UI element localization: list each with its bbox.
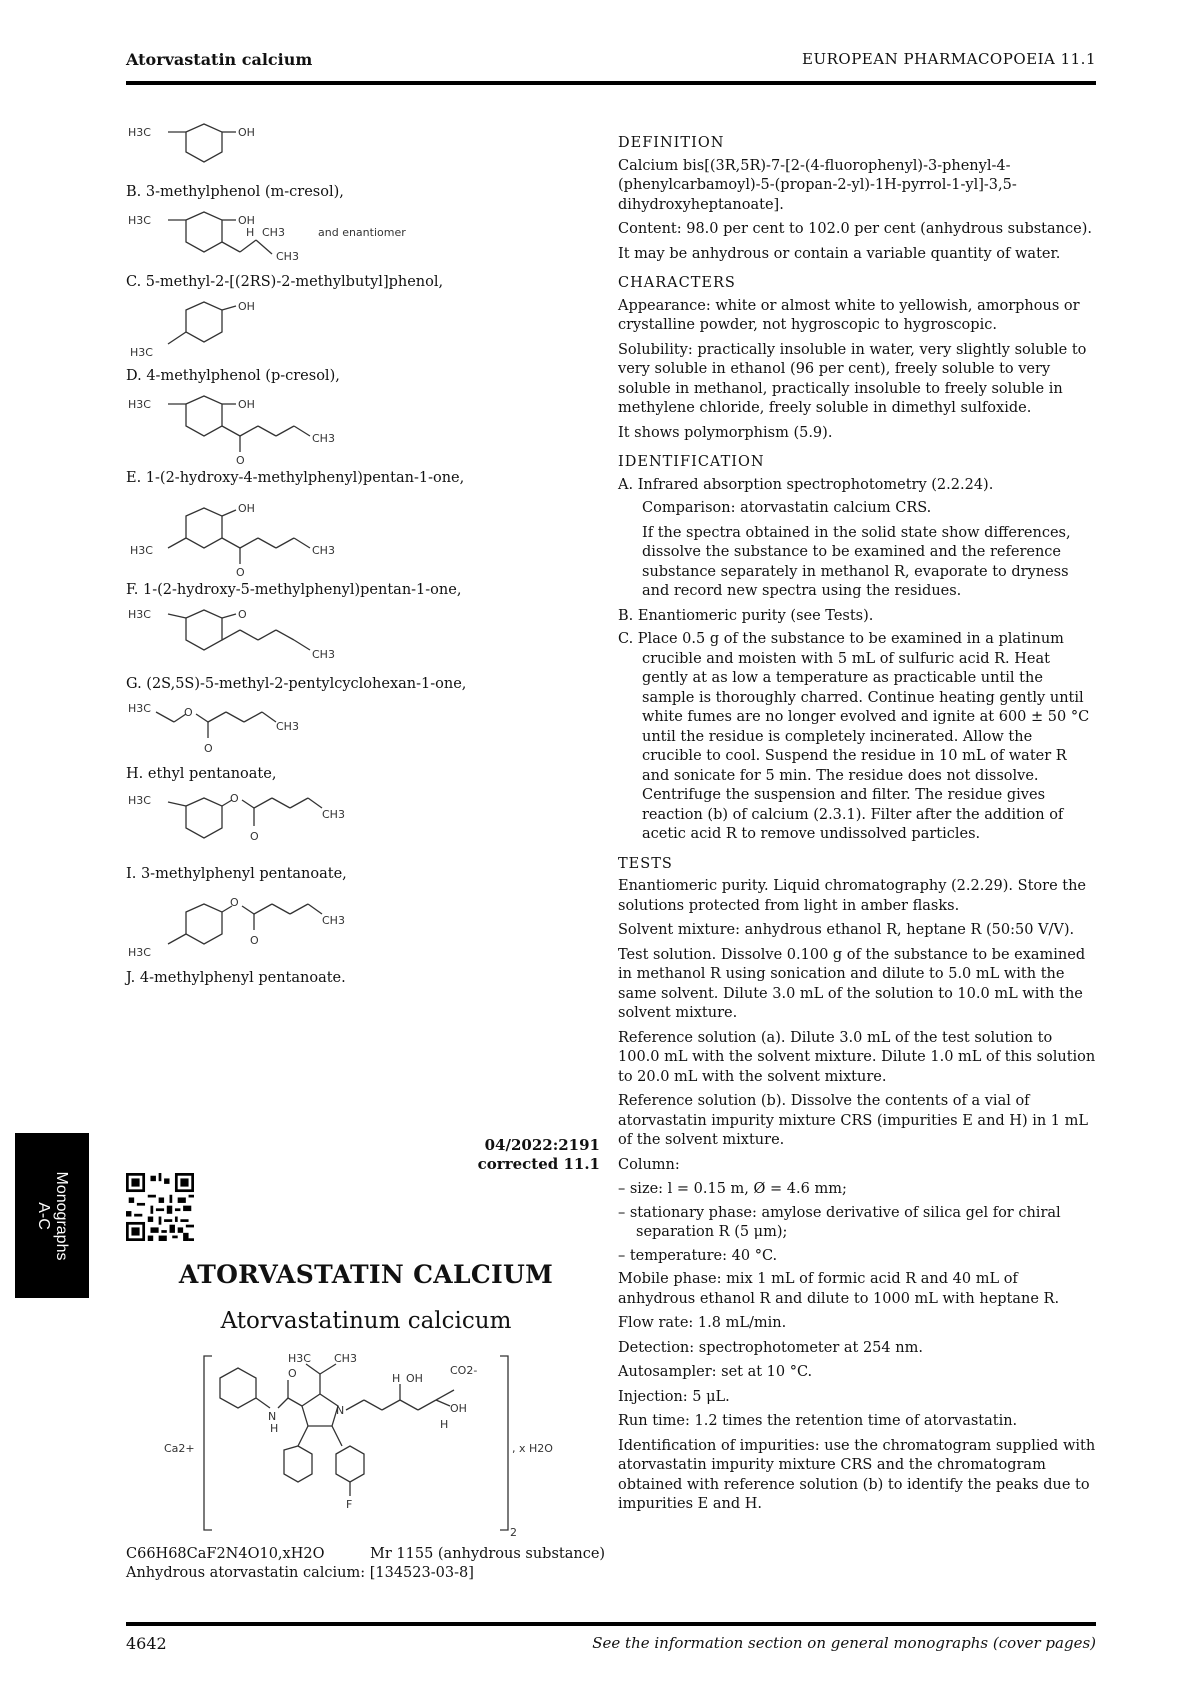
structure-impurity-d bbox=[126, 300, 326, 366]
structure-impurity-i bbox=[126, 792, 366, 864]
section-tab-label: Monographs bbox=[53, 1171, 70, 1260]
struct-label: CH3 bbox=[276, 720, 299, 733]
struct-label: OH bbox=[238, 398, 255, 411]
header-rule bbox=[126, 81, 1096, 85]
section-heading-tests: TESTS bbox=[618, 855, 673, 872]
struct-label: CH3 bbox=[262, 226, 285, 239]
flow-rate: Flow rate: 1.8 mL/min. bbox=[618, 1315, 787, 1331]
test-solution: Test solution. Dissolve 0.100 g of the substance to be examined in methanol R using sonication and dilute to 5.0 mL with the same solvent. Dilute 3.0 mL of the solution to 10.0 mL with the solvent mixture. bbox=[618, 946, 1086, 1021]
monograph-correction: corrected 11.1 bbox=[477, 1155, 600, 1173]
section-heading-identification: IDENTIFICATION bbox=[618, 454, 765, 470]
impurity-j-name: J. 4-methylphenyl pentanoate. bbox=[126, 970, 346, 986]
section-heading-characters: CHARACTERS bbox=[618, 275, 736, 291]
section-tab bbox=[15, 1133, 89, 1298]
struct-label: O bbox=[288, 1367, 297, 1380]
struct-label: OH bbox=[238, 300, 255, 313]
struct-label: CH3 bbox=[322, 914, 345, 927]
section-tab-range: A-C bbox=[35, 1201, 52, 1230]
content-text: Content: 98.0 per cent to 102.0 per cent (anhydrous substance). bbox=[618, 221, 1092, 237]
autosampler: Autosampler: set at 10 °C. bbox=[618, 1364, 813, 1380]
struct-label: O bbox=[250, 934, 259, 947]
molecular-formula-block bbox=[126, 1545, 606, 1583]
struct-label: O bbox=[230, 792, 239, 805]
struct-label: H3C bbox=[128, 702, 151, 715]
run-time: Run time: 1.2 times the retention time of atorvastatin. bbox=[618, 1413, 1018, 1429]
struct-label: , x H2O bbox=[512, 1442, 553, 1455]
running-header-title: Atorvastatin calcium bbox=[126, 50, 313, 69]
struct-label: O bbox=[238, 608, 247, 621]
relative-molecular-mass: Mr 1155 (anhydrous substance) bbox=[370, 1546, 606, 1562]
struct-label: H3C bbox=[128, 398, 151, 411]
enantiomeric-purity: Enantiomeric purity. Liquid chromatography (2.2.29). Store the solutions protected from light in amber flasks. bbox=[618, 878, 1087, 914]
struct-label: H3C bbox=[128, 608, 151, 621]
struct-label: Ca2+ bbox=[164, 1442, 195, 1455]
solubility-text: Solubility: practically insoluble in water, very slightly soluble to very soluble in ethanol (96 per cent), freely soluble to very soluble in methanol, practically insoluble to freely soluble in methylene chloride, freely soluble in dimethyl sulfoxide. bbox=[618, 341, 1087, 416]
identification-b: B. Enantiomeric purity (see Tests). bbox=[618, 607, 874, 624]
qr-code-icon bbox=[126, 1173, 194, 1241]
struct-label: H3C bbox=[128, 794, 151, 807]
monograph-title: ATORVASTATIN CALCIUM bbox=[178, 1260, 554, 1289]
water-note: It may be anhydrous or contain a variable quantity of water. bbox=[618, 245, 1061, 262]
running-header-publication: EUROPEAN PHARMACOPOEIA 11.1 bbox=[802, 50, 1096, 68]
detection: Detection: spectrophotometer at 254 nm. bbox=[618, 1339, 923, 1356]
struct-label: H3C bbox=[288, 1352, 311, 1365]
impurity-list bbox=[126, 120, 606, 996]
impurity-b-name: B. 3-methylphenol (m-cresol), bbox=[126, 184, 344, 200]
solvent-mixture: Solvent mixture: anhydrous ethanol R, heptane R (50:50 V/V). bbox=[618, 922, 1075, 938]
impurity-h-name: H. ethyl pentanoate, bbox=[126, 766, 277, 782]
struct-label: O bbox=[230, 896, 239, 909]
molecular-formula: C66H68CaF2N4O10,xH2O bbox=[126, 1546, 325, 1562]
atorvastatin-calcium-structure bbox=[160, 1350, 600, 1540]
column-size: – size: l = 0.15 m, Ø = 4.6 mm; bbox=[618, 1181, 847, 1197]
struct-label: N bbox=[268, 1410, 277, 1423]
struct-label: N bbox=[336, 1404, 345, 1417]
column-heading: Column: bbox=[618, 1156, 680, 1173]
monograph-reference bbox=[420, 1136, 600, 1174]
monograph-latin-title: Atorvastatinum calcicum bbox=[220, 1308, 512, 1334]
page-number: 4642 bbox=[126, 1634, 167, 1653]
identification-a-comparison: Comparison: atorvastatin calcium CRS. bbox=[642, 500, 932, 516]
monograph-body bbox=[618, 134, 1096, 1520]
reference-solution-a: Reference solution (a). Dilute 3.0 mL of the test solution to 100.0 mL with the solvent mixture. Dilute 1.0 mL of this solution to 20.0 mL with the solvent mixture. bbox=[618, 1029, 1096, 1085]
struct-label: CH3 bbox=[312, 648, 335, 661]
structure-impurity-e bbox=[126, 394, 366, 468]
structure-impurity-j bbox=[126, 892, 366, 968]
struct-label: H bbox=[270, 1422, 279, 1435]
injection: Injection: 5 μL. bbox=[618, 1388, 730, 1405]
struct-label: H3C bbox=[128, 126, 151, 139]
identification-of-impurities: Identification of impurities: use the chromatogram supplied with atorvastatin impurity mixture CRS and the chromatogram obtained with reference solution (b) to identify the peaks due to impurities E and H. bbox=[618, 1437, 1096, 1512]
column-stationary-phase: – stationary phase: amylose derivative of silica gel for chiral separation R (5 μm); bbox=[618, 1204, 1061, 1240]
struct-label: O bbox=[236, 454, 245, 467]
identification-a-text: If the spectra obtained in the solid state show differences, dissolve the substance to be examined and the reference substance separately in methanol R, evaporate to dryness and record new spectra using the residues. bbox=[642, 524, 1071, 599]
impurity-d-name: D. 4-methylphenol (p-cresol), bbox=[126, 368, 340, 384]
structure-impurity-f bbox=[126, 496, 366, 580]
struct-label: H bbox=[246, 226, 255, 239]
struct-label: OH bbox=[406, 1372, 423, 1385]
structure-impurity-c bbox=[126, 210, 426, 272]
identification-a: A. Infrared absorption spectrophotometry (2.2.24). bbox=[618, 476, 994, 493]
struct-label: O bbox=[236, 566, 245, 579]
struct-label: CH3 bbox=[312, 544, 335, 557]
struct-label: F bbox=[346, 1498, 353, 1511]
struct-label: H3C bbox=[130, 544, 153, 557]
impurity-c-name: C. 5-methyl-2-[(2RS)-2-methylbutyl]phenol, bbox=[126, 274, 444, 290]
struct-label: CO2- bbox=[450, 1364, 478, 1377]
column-temperature: – temperature: 40 °C. bbox=[618, 1247, 778, 1264]
reference-solution-b: Reference solution (b). Dissolve the contents of a vial of atorvastatin impurity mixture CRS (impurities E and H) in 1 mL of the solvent mixture. bbox=[618, 1093, 1089, 1148]
impurity-e-name: E. 1-(2-hydroxy-4-methylphenyl)pentan-1-one, bbox=[126, 470, 465, 486]
struct-label: H3C bbox=[128, 214, 151, 227]
struct-label: OH bbox=[238, 214, 255, 227]
struct-label: H bbox=[392, 1372, 401, 1385]
polymorphism-text: It shows polymorphism (5.9). bbox=[618, 424, 833, 441]
footer-rule bbox=[126, 1622, 1096, 1626]
struct-label: and enantiomer bbox=[318, 226, 406, 239]
mobile-phase: Mobile phase: mix 1 mL of formic acid R and 40 mL of anhydrous ethanol R and dilute to 1000 mL with heptane R. bbox=[618, 1271, 1060, 1307]
impurity-g-name: G. (2S,5S)-5-methyl-2-pentylcyclohexan-1-one, bbox=[126, 676, 467, 692]
structure-impurity-g bbox=[126, 608, 366, 674]
struct-label: O bbox=[204, 742, 213, 755]
struct-label: CH3 bbox=[312, 432, 335, 445]
struct-label: H3C bbox=[128, 946, 151, 959]
cas-number: Anhydrous atorvastatin calcium: [134523-03-8] bbox=[126, 1565, 474, 1581]
structure-impurity-b bbox=[126, 120, 326, 182]
section-heading-definition: DEFINITION bbox=[618, 135, 725, 151]
struct-label: CH3 bbox=[322, 808, 345, 821]
struct-label: O bbox=[250, 830, 259, 843]
struct-label: H3C bbox=[130, 346, 153, 359]
struct-label: CH3 bbox=[334, 1352, 357, 1365]
struct-label: OH bbox=[238, 126, 255, 139]
appearance-text: Appearance: white or almost white to yellowish, amorphous or crystalline powder, not hygroscopic to hygroscopic. bbox=[618, 297, 1080, 333]
struct-label: O bbox=[184, 706, 193, 719]
struct-label: CH3 bbox=[276, 250, 299, 263]
struct-label: H bbox=[440, 1418, 449, 1431]
definition-text: Calcium bis[(3R,5R)-7-[2-(4-fluorophenyl)-3-phenyl-4-(phenylcarbamoyl)-5-(propan-2-yl)-1H-pyrrol-1-yl]-3,5-dihydroxyheptanoate]. bbox=[618, 157, 1017, 213]
struct-label: OH bbox=[238, 502, 255, 515]
impurity-i-name: I. 3-methylphenyl pentanoate, bbox=[126, 866, 347, 882]
footer-note: See the information section on general monographs (cover pages) bbox=[592, 1634, 1096, 1652]
struct-label: OH bbox=[450, 1402, 467, 1415]
struct-label: 2 bbox=[510, 1526, 517, 1539]
structure-impurity-h bbox=[126, 702, 326, 764]
impurity-f-name: F. 1-(2-hydroxy-5-methylphenyl)pentan-1-one, bbox=[126, 582, 462, 598]
identification-c: C. Place 0.5 g of the substance to be examined in a platinum crucible and moisten with 5 mL of sulfuric acid R. Heat gently at as low a temperature as practicable until the sample is thoroughly charred. Continue heating gently until white fumes are no longer evolved and ignite at 600 ± 50 °C until the residue is completely incinerated. Allow the crucible to cool. Suspend the residue in 10 mL of water R and sonicate for 5 min. The residue does not dissolve. Centrifuge the suspension and filter. The residue gives reaction (b) of calcium (2.3.1). Filter after the addition of acetic acid R to remove undissolved particles. bbox=[618, 631, 1090, 842]
monograph-number: 04/2022:2191 bbox=[484, 1136, 600, 1154]
